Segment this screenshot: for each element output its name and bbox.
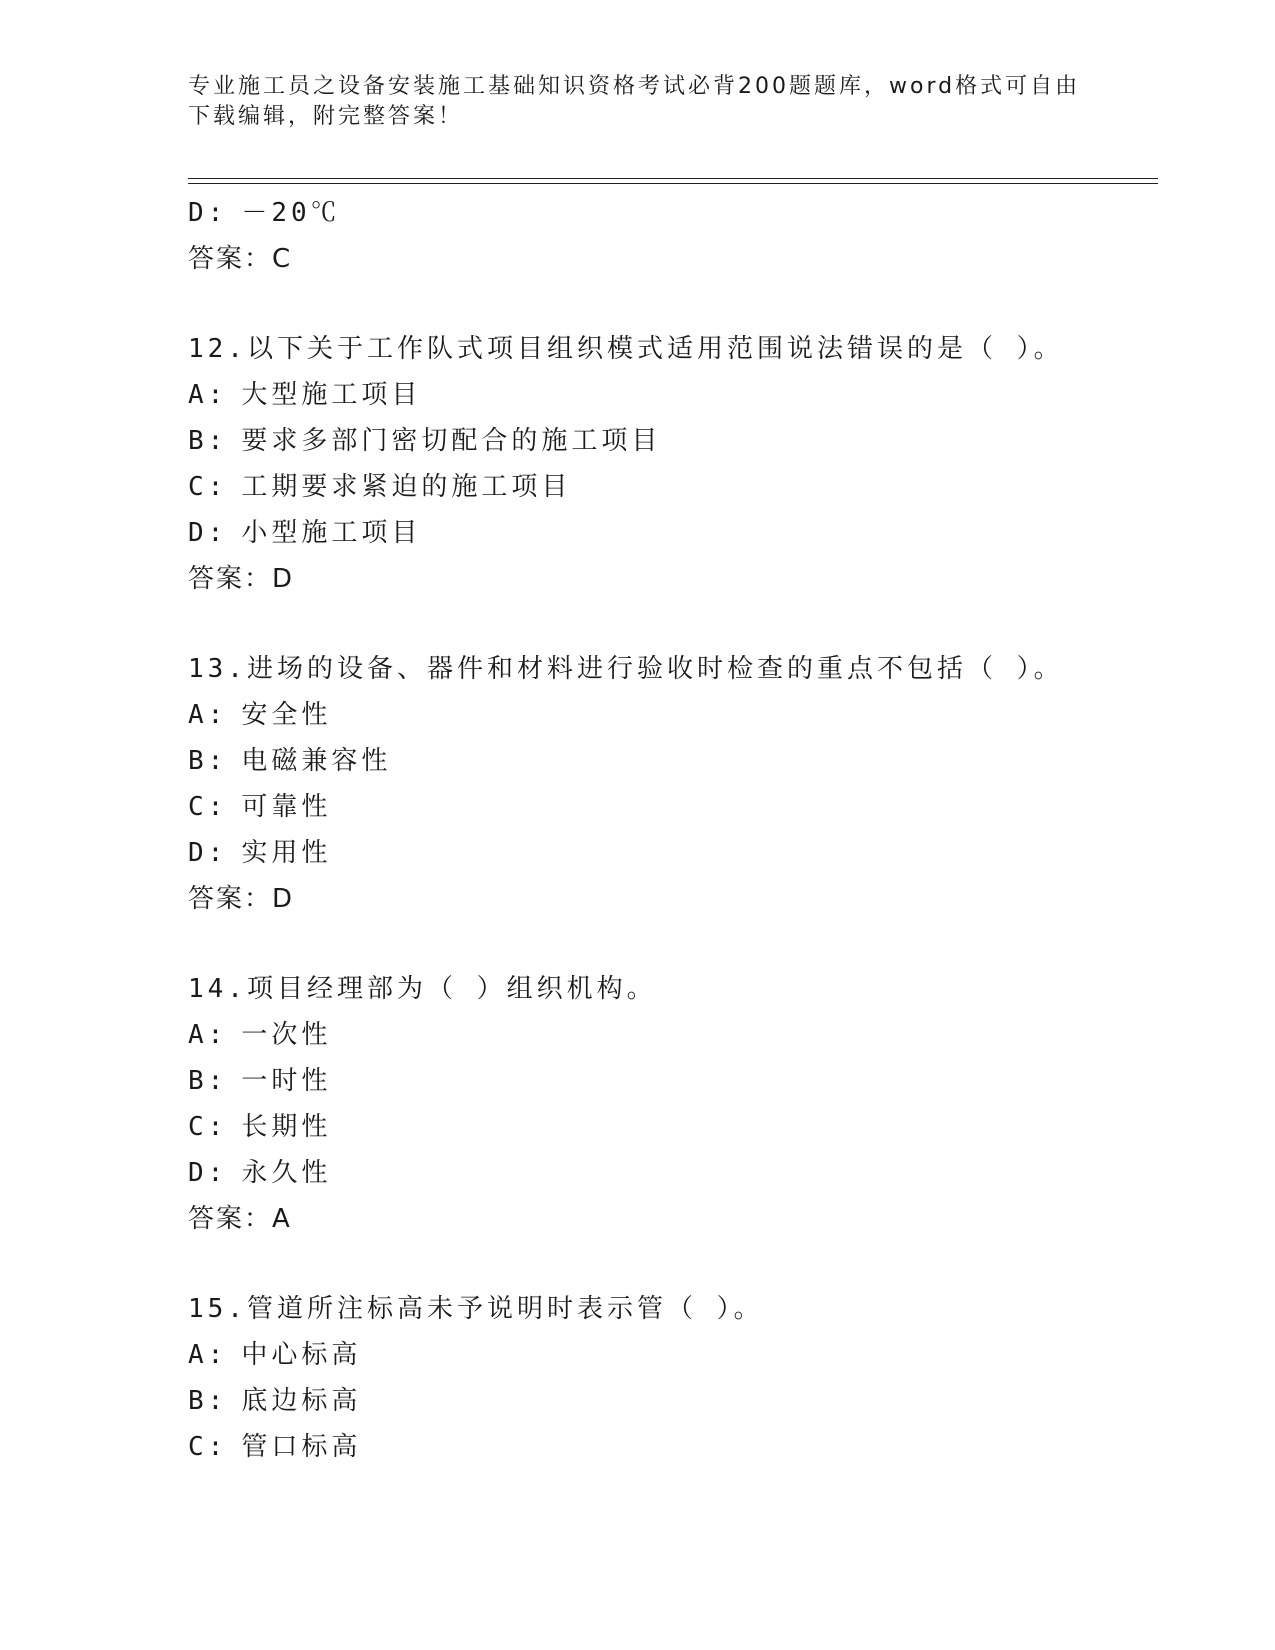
option-text: 安全性 [241,700,332,730]
option-line [188,784,1158,830]
option-key: D: [188,1158,228,1188]
option-key: C: [188,472,228,502]
option-key: A: [188,1340,228,1370]
option-line [188,464,1158,510]
option-line [188,738,1158,784]
option-text: 大型施工项目 [241,380,422,410]
question-block [188,646,1158,922]
option-key: B: [188,1386,228,1416]
document-header: 专业施工员之设备安装施工基础知识资格考试必背200题题库，word格式可自由下载编辑，附完整答案！ [188,74,1081,129]
option-text: 长期性 [241,1112,332,1142]
option-text: 一时性 [241,1066,332,1096]
option-text: 工期要求紧迫的施工项目 [241,472,572,502]
question-block [188,326,1158,602]
option-line [188,418,1158,464]
option-text: 电磁兼容性 [241,746,392,776]
option-line [188,1012,1158,1058]
option-line [188,510,1158,556]
option-key: A: [188,700,228,730]
question-title: 15.管道所注标高未予说明时表示管（ ）。 [188,1294,764,1324]
option-text: 底边标高 [241,1386,362,1416]
question-title: 12.以下关于工作队式项目组织模式适用范围说法错误的是（ ）。 [188,334,1064,364]
question-title: 13.进场的设备、器件和材料进行验收时检查的重点不包括（ ）。 [188,654,1064,684]
header-divider [188,178,1158,184]
option-text: －20℃ [241,198,341,228]
option-line [188,1104,1158,1150]
question-block [188,966,1158,1242]
answer-line: 答案：D [188,884,295,914]
question-block [188,1286,1158,1470]
answer-line: 答案：A [188,1204,292,1234]
answer-line: 答案：D [188,564,295,594]
option-key: C: [188,1112,228,1142]
question-list [188,190,1158,1470]
option-text: 要求多部门密切配合的施工项目 [241,426,662,456]
option-key: B: [188,426,228,456]
answer-line: 答案：C [188,244,293,274]
option-text: 永久性 [241,1158,332,1188]
option-key: A: [188,380,228,410]
option-line [188,190,1158,236]
option-key: C: [188,792,228,822]
option-key: B: [188,746,228,776]
question-title: 14.项目经理部为（ ）组织机构。 [188,974,657,1004]
option-key: A: [188,1020,228,1050]
option-text: 实用性 [241,838,332,868]
option-text: 小型施工项目 [241,518,422,548]
option-line [188,1150,1158,1196]
option-text: 一次性 [241,1020,332,1050]
option-line [188,692,1158,738]
option-line [188,1058,1158,1104]
option-line [188,830,1158,876]
option-line [188,1378,1158,1424]
option-key: D: [188,838,228,868]
option-line [188,1332,1158,1378]
option-key: C: [188,1432,228,1462]
option-key: D: [188,198,228,228]
option-text: 可靠性 [241,792,332,822]
option-key: B: [188,1066,228,1096]
option-text: 中心标高 [241,1340,362,1370]
option-key: D: [188,518,228,548]
option-text: 管口标高 [241,1432,362,1462]
option-line [188,372,1158,418]
option-line [188,1424,1158,1470]
